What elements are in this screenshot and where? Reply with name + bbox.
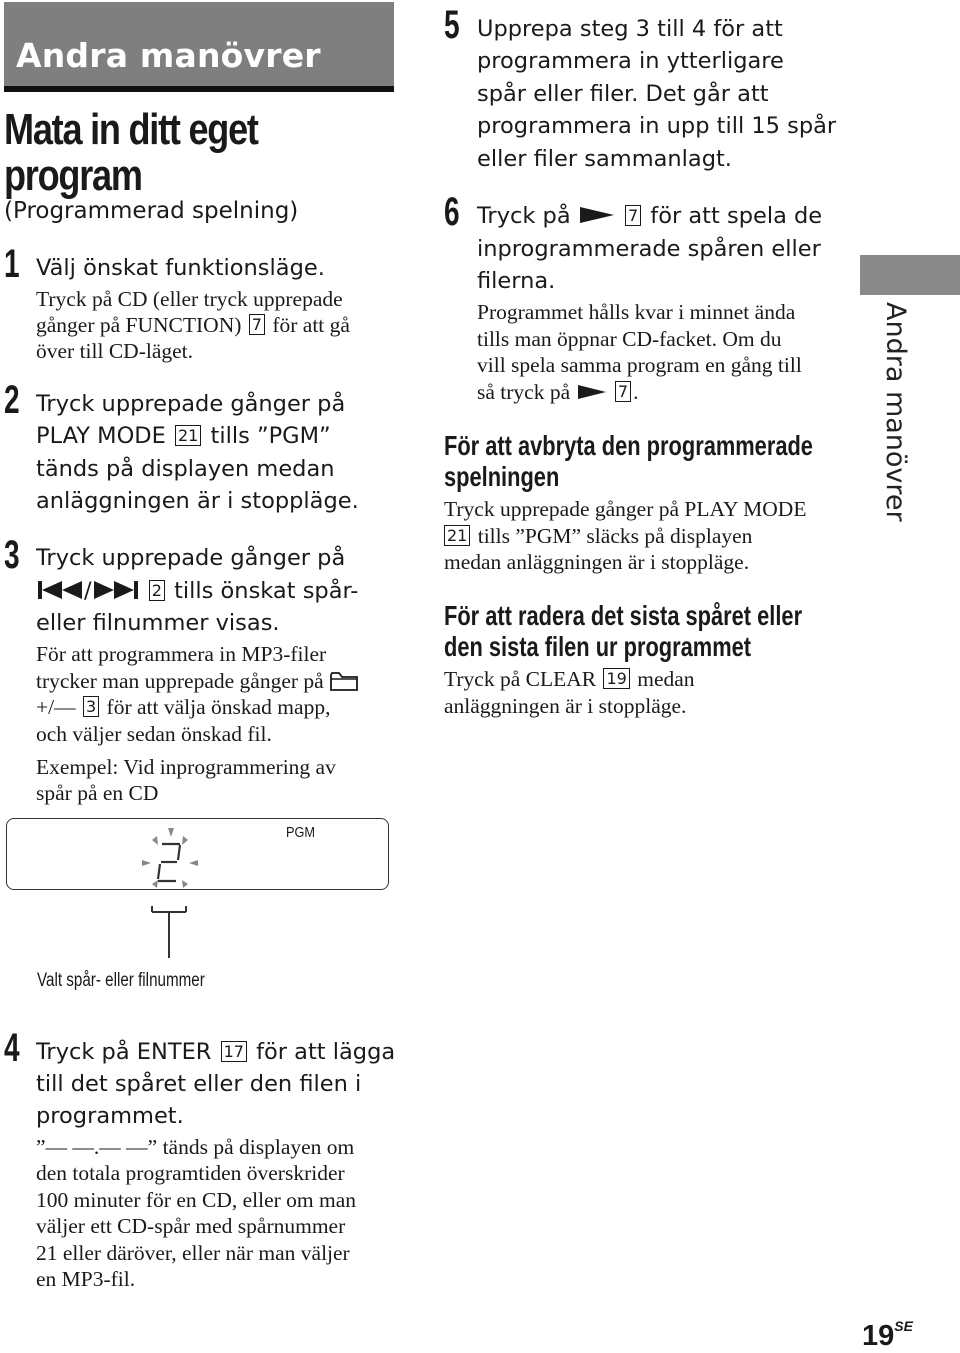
step-3-line-3: eller filnummer visas.	[36, 610, 280, 636]
side-tab-marker	[860, 255, 960, 295]
cancel-body-3: medan anläggningen är i stoppläge.	[444, 550, 750, 574]
step-6-body-3: vill spela samma program en gång till	[477, 353, 802, 377]
step-4-line-1: Tryck på ENTER 17 för att lägga	[36, 1039, 396, 1065]
folder-icon	[329, 670, 359, 692]
pgm-indicator: PGM	[286, 824, 316, 841]
button-ref-17: 17	[221, 1041, 247, 1062]
step-6-body-4: så tryck på 7 .	[477, 380, 639, 404]
step-3-body-3: +/— 3 för att välja önskad mapp,	[36, 695, 331, 719]
cancel-heading-2: spelningen	[444, 461, 560, 492]
step-number-2: 2	[4, 378, 20, 422]
step-5-line-4: programmera in upp till 15 spår	[477, 113, 837, 139]
step-4-body-5: 21 eller däröver, eller när man väljer	[36, 1241, 350, 1265]
step-6-body-1: Programmet hålls kvar i minnet ända	[477, 300, 796, 324]
step-number-4: 4	[4, 1026, 20, 1070]
step-number-3: 3	[4, 533, 20, 577]
step-3-example-2: spår på en CD	[36, 781, 159, 805]
button-ref-7: 7	[249, 314, 265, 335]
cancel-body-2: 21 tills ”PGM” släcks på displayen	[444, 523, 752, 550]
step-4-body-6: en MP3-fil.	[36, 1267, 136, 1291]
step-number-1: 1	[4, 242, 20, 286]
page-title-line1: Mata in ditt eget	[4, 105, 258, 154]
next-track-icon	[92, 579, 140, 601]
button-ref-19: 19	[603, 668, 629, 689]
step-3-body-1: För att programmera in MP3-filer	[36, 642, 327, 666]
step-4-line-3: programmet.	[36, 1103, 184, 1129]
step-1-title: Välj önskat funktionsläge.	[36, 255, 325, 281]
clear-body-2: anläggningen är i stoppläge.	[444, 694, 687, 718]
step-5-line-3: spår eller filer. Det går att	[477, 81, 769, 107]
play-icon	[576, 383, 608, 401]
step-2-line-2: PLAY MODE 21 tills ”PGM”	[36, 423, 331, 449]
step-1-body-1: Tryck på CD (eller tryck upprepade	[36, 287, 343, 311]
clear-heading-1: För att radera det sista spåret eller	[444, 600, 803, 631]
step-3-body-4: och väljer sedan önskad fil.	[36, 722, 272, 746]
step-3-example-1: Exempel: Vid inprogrammering av	[36, 755, 336, 779]
step-2-line-1: Tryck upprepade gånger på	[36, 391, 346, 417]
clear-body-1: Tryck på CLEAR 19 medan	[444, 667, 695, 691]
step-4-body-4: väljer ett CD-spår med spårnummer	[36, 1214, 346, 1238]
cancel-body-1: Tryck upprepade gånger på PLAY MODE	[444, 497, 807, 521]
previous-track-icon	[36, 579, 84, 601]
clear-heading-2: den sista filen ur programmet	[444, 631, 752, 662]
step-1-body-3: över till CD-läget.	[36, 339, 194, 363]
step-4-body-1: ”— —.— —” tänds på displayen om	[36, 1135, 355, 1159]
step-2-line-3: tänds på displayen medan	[36, 456, 335, 482]
step-number-5: 5	[444, 3, 460, 47]
step-3-body-2: trycker man upprepade gånger på	[36, 668, 359, 695]
page-number: $19^{SE}$	[862, 1318, 913, 1352]
step-6-line-3: filerna.	[477, 268, 556, 294]
play-icon	[578, 205, 616, 225]
step-2-line-4: anläggningen är i stoppläge.	[36, 488, 359, 514]
step-1-body-2: gånger på FUNCTION) 7 för att gå	[36, 313, 350, 337]
step-5-line-2: programmera in ytterligare	[477, 48, 784, 74]
step-6-line-1: Tryck på 7 för att spela de	[477, 203, 823, 229]
section-band	[4, 2, 394, 92]
side-tab-label: Andra manövrer	[880, 302, 911, 522]
blinking-digit-icon	[130, 824, 210, 964]
step-3-line-1: Tryck upprepade gånger på	[36, 545, 346, 571]
step-4-body-3: 100 minuter för en CD, eller om man	[36, 1188, 357, 1212]
page-number-suffix: SE	[894, 1318, 913, 1334]
button-ref-3: 3	[83, 696, 99, 717]
button-ref-21: 21	[175, 425, 201, 446]
button-ref-7: 7	[615, 381, 631, 402]
button-ref-21: 21	[444, 525, 470, 546]
step-6-body-2: tills man öppnar CD-facket. Om du	[477, 327, 782, 351]
step-3-line-2: / 2 tills önskat spår-	[36, 575, 358, 608]
step-6-line-2: inprogrammerade spåren eller	[477, 236, 821, 262]
button-ref-7: 7	[625, 205, 641, 226]
page-subtitle: (Programmerad spelning)	[4, 198, 299, 224]
section-title: Andra manövrer	[16, 36, 321, 75]
button-ref-2: 2	[149, 580, 165, 601]
step-4-body-2: den totala programtiden överskrider	[36, 1161, 345, 1185]
step-5-line-1: Upprepa steg 3 till 4 för att	[477, 16, 783, 42]
page-title-line2: program	[4, 151, 142, 200]
step-5-line-5: eller filer sammanlagt.	[477, 146, 732, 172]
step-4-line-2: till det spåret eller den filen i	[36, 1071, 362, 1097]
step-number-6: 6	[444, 190, 460, 234]
cancel-heading-1: För att avbryta den programmerade	[444, 430, 813, 461]
display-caption: Valt spår- eller filnummer	[37, 970, 205, 991]
